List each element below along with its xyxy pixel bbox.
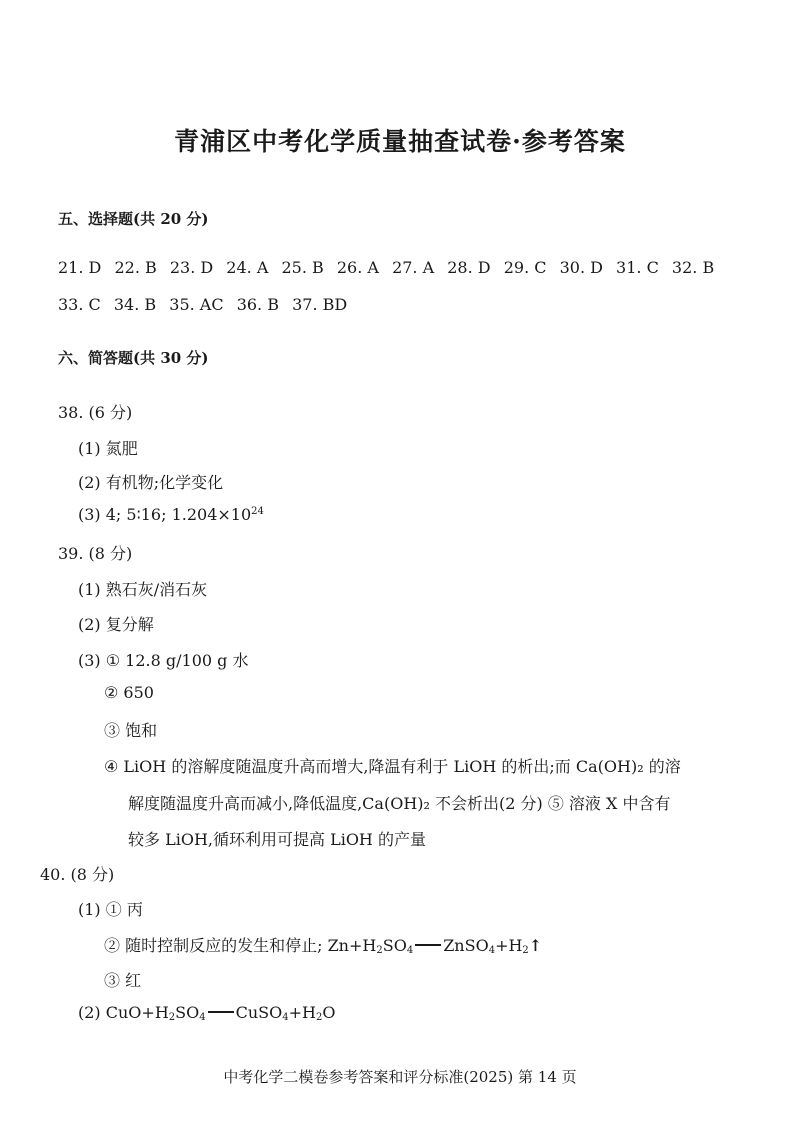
answer-26: 26. A <box>336 258 379 277</box>
answer-28: 28. D <box>447 258 491 277</box>
section-6-heading: 六、简答题(共 30 分) <box>58 349 209 367</box>
section-5-heading: 五、选择题(共 20 分) <box>58 210 209 228</box>
q40-eq2-sub: 4 <box>199 1012 206 1023</box>
q38-answer-3-text: (3) 4; 5∶16; 1.204×10 <box>78 505 252 524</box>
equals-sign <box>208 1011 234 1013</box>
q40-eq1-part: ② 随时控制反应的发生和停止; Zn+H <box>104 936 377 955</box>
answer-34: 34. B <box>113 295 157 314</box>
q40-answer-1-2 <box>104 933 542 956</box>
q40-eq2-sub: 4 <box>282 1012 289 1023</box>
q40-eq1-sub: 2 <box>522 945 529 956</box>
q38-answer-3-exponent: 24 <box>251 506 264 517</box>
q39-answer-3-1: (3) ① 12.8 g/100 g 水 <box>78 651 249 670</box>
q38-label: 38. (6 分) <box>58 403 133 422</box>
q39-label: 39. (8 分) <box>58 544 133 563</box>
answer-21: 21. D <box>58 258 102 277</box>
answer-25: 25. B <box>281 258 324 277</box>
answer-27: 27. A <box>392 258 435 277</box>
q40-eq1-part: +H <box>495 936 523 955</box>
q40-eq1-part: ZnSO <box>443 936 489 955</box>
q39-answer-1: (1) 熟石灰/消石灰 <box>78 580 208 599</box>
q40-eq1-sub: 2 <box>376 945 383 956</box>
q40-eq1-sub: 4 <box>406 945 414 956</box>
answer-31: 31. C <box>616 258 659 277</box>
choice-answers-row-2 <box>58 295 355 314</box>
q40-answer-2 <box>78 1003 335 1023</box>
answer-24: 24. A <box>226 258 269 277</box>
answer-35: 35. AC <box>169 295 224 314</box>
answer-37: 37. BD <box>292 295 348 314</box>
answer-30: 30. D <box>559 258 603 277</box>
q39-answer-3-4-line-3: 较多 LiOH,循环利用可提高 LiOH 的产量 <box>128 830 426 849</box>
equals-sign <box>415 944 441 946</box>
q40-label: 40. (8 分) <box>40 865 115 884</box>
q40-eq1-sub: 4 <box>488 945 496 956</box>
answer-22: 22. B <box>114 258 157 277</box>
answer-36: 36. B <box>236 295 279 314</box>
choice-answers-row-1 <box>58 258 722 277</box>
q38-answer-1: (1) 氮肥 <box>78 439 138 458</box>
q40-answer-1-3: ③ 红 <box>104 971 142 990</box>
q40-eq2-part: O <box>322 1003 336 1022</box>
q39-answer-3-3: ③ 饱和 <box>104 721 158 740</box>
gas-arrow-icon: ↑ <box>528 936 543 955</box>
answer-23: 23. D <box>169 258 214 277</box>
q40-eq2-part: SO <box>175 1003 200 1022</box>
q40-eq2-part: +H <box>288 1003 316 1022</box>
page-title: 青浦区中考化学质量抽查试卷·参考答案 <box>174 127 626 156</box>
answer-33: 33. C <box>58 295 101 314</box>
q40-eq2-part: CuSO <box>235 1003 283 1022</box>
q38-answer-2: (2) 有机物;化学变化 <box>78 473 224 492</box>
q38-answer-3 <box>78 505 264 524</box>
answer-29: 29. C <box>503 258 547 277</box>
q40-eq2-sub: 2 <box>315 1012 323 1023</box>
q39-answer-3-2: ② 650 <box>104 683 154 702</box>
q40-eq1-part: SO <box>382 936 407 955</box>
q39-answer-3-4-line-1: ④ LiOH 的溶解度随温度升高而增大,降温有利于 LiOH 的析出;而 Ca(OH)₂ 的溶 <box>104 757 681 776</box>
q39-answer-2: (2) 复分解 <box>78 615 154 634</box>
answer-32: 32. B <box>671 258 715 277</box>
q40-eq2-sub: 2 <box>168 1012 176 1023</box>
page-footer: 中考化学二模卷参考答案和评分标准(2025) 第 14 页 <box>223 1068 577 1086</box>
q40-answer-1-1: (1) ① 丙 <box>78 900 143 919</box>
q39-answer-3-4-line-2: 解度随温度升高而减小,降低温度,Ca(OH)₂ 不会析出(2 分) ⑤ 溶液 X 中含有 <box>128 794 671 813</box>
q40-eq2-part: (2) CuO+H <box>78 1003 169 1022</box>
